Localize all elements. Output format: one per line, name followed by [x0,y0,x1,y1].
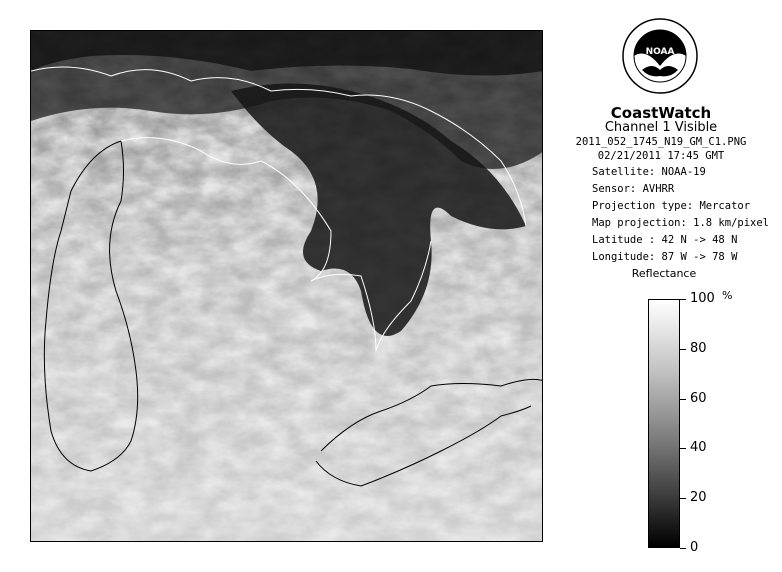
svg-text:NOAA: NOAA [645,47,675,57]
longitude-range: Longitude: 87 W -> 78 W [592,251,738,263]
acquisition-datetime: 02/21/2011 17:45 GMT [597,150,725,162]
satellite-map [30,30,543,542]
colorbar-tick [680,299,686,300]
noaa-logo [622,18,698,94]
colorbar-tick [680,448,686,449]
colorbar-tick-label: 80 [690,341,707,356]
product-title: CoastWatch [610,104,712,122]
colorbar-tick [680,548,686,549]
colorbar-tick [680,399,686,400]
channel-label: Channel 1 Visible [604,120,718,135]
colorbar-tick [680,349,686,350]
colorbar-tick-label: 0 [690,540,699,555]
colorbar-tick [680,498,686,499]
file-name: 2011_052_1745_N19_GM_C1.PNG [575,136,747,148]
colorbar-unit: % [722,289,733,302]
colorbar-tick-label: 40 [690,440,707,455]
projection-type: Projection type: Mercator [592,200,751,212]
sensor-info: Sensor: AVHRR [592,183,675,195]
colorbar-tick-label: 60 [690,391,707,406]
satellite-info: Satellite: NOAA-19 [592,166,706,178]
reflectance-colorbar [648,299,680,548]
colorbar-title: Reflectance [631,267,697,280]
colorbar-tick-label: 100 [690,291,715,306]
latitude-range: Latitude : 42 N -> 48 N [592,234,738,246]
noaa-logo-icon [622,18,698,94]
map-canvas [31,31,543,542]
colorbar-tick-label: 20 [690,490,707,505]
map-projection: Map projection: 1.8 km/pixel [592,217,770,229]
